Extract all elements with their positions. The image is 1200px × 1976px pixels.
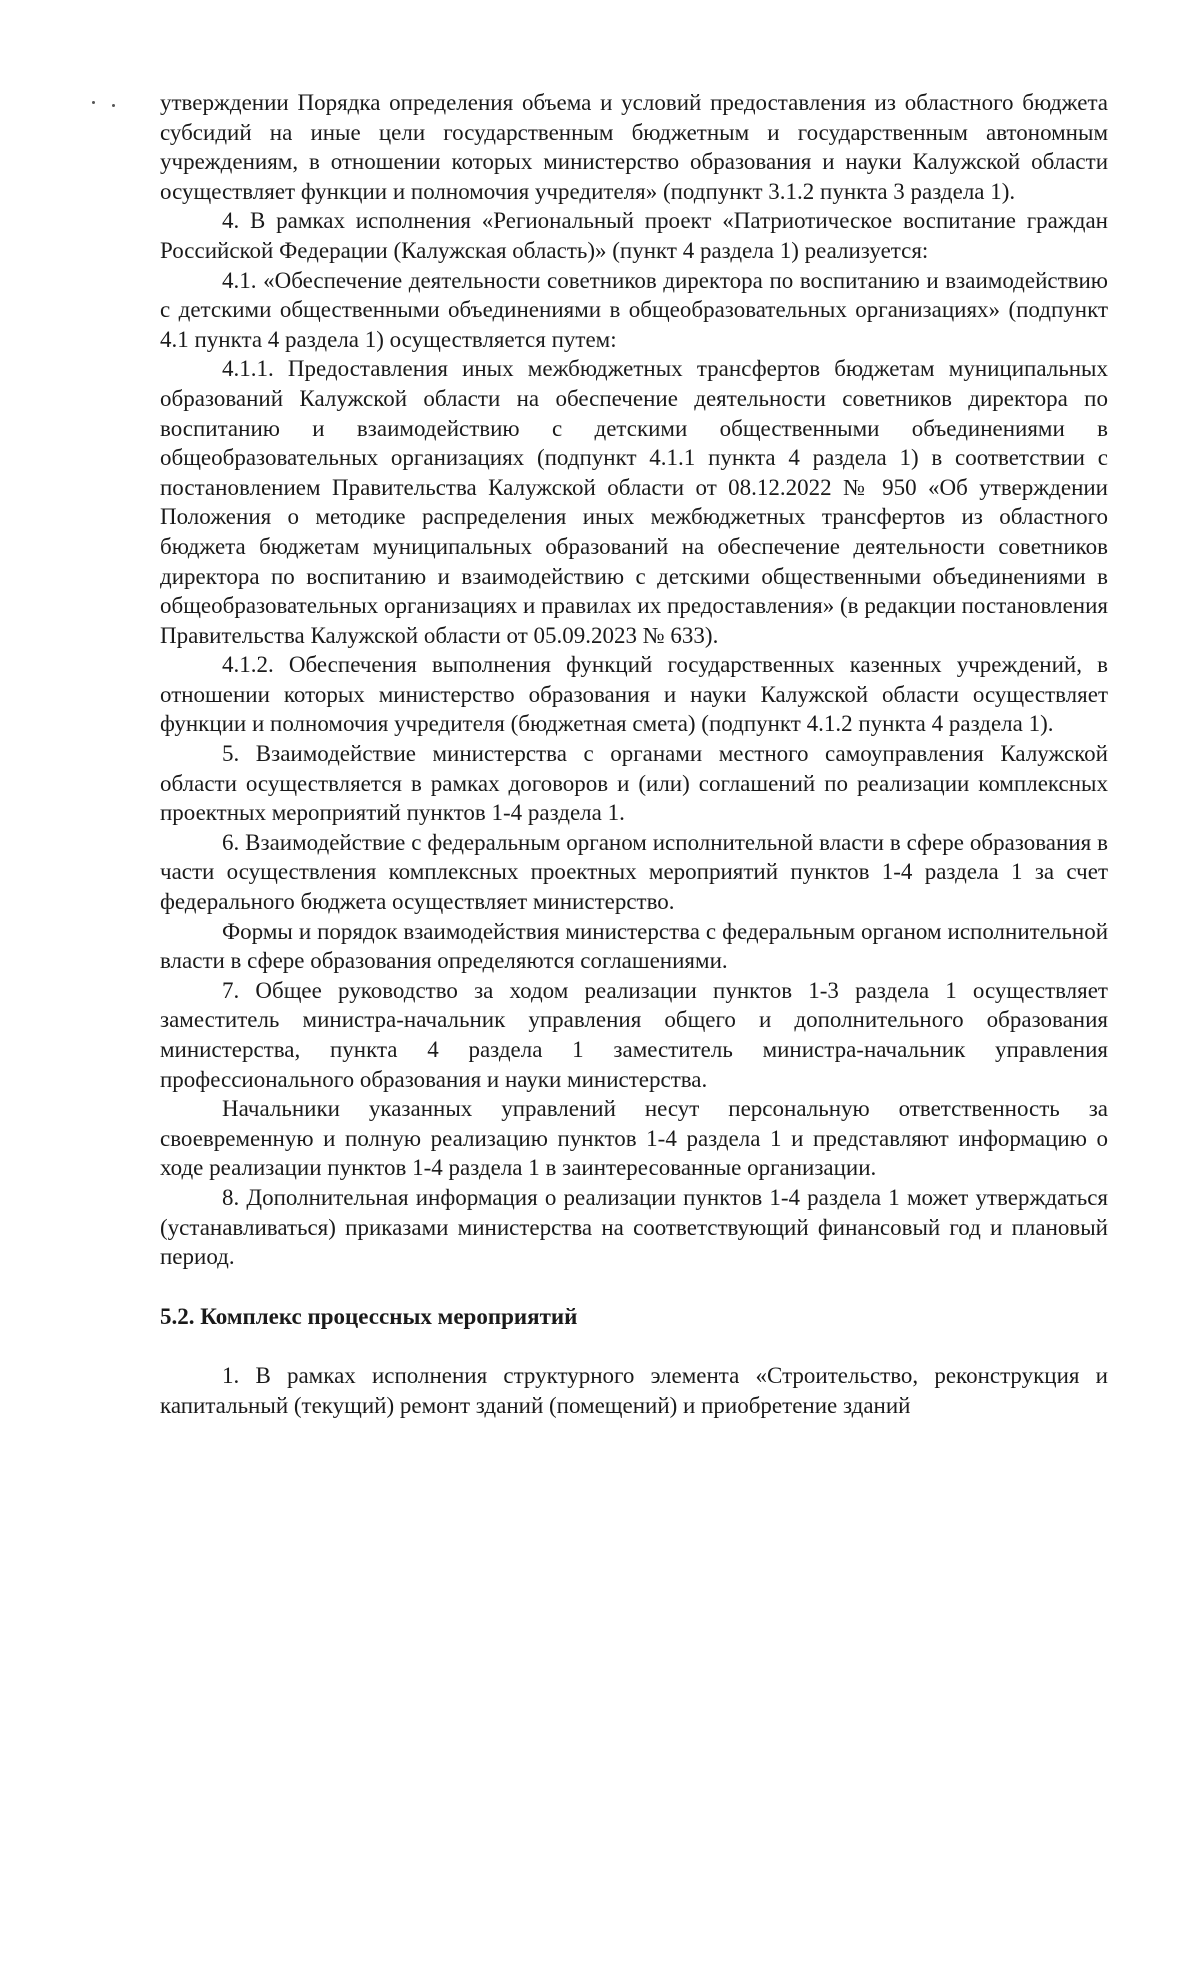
paragraph-item-8: 8. Дополнительная информация о реализации пунктов 1-4 раздела 1 может утверждаться (устанавливаться) приказами министерства на соответствующий финансовый год и плановый период. <box>160 1184 1108 1270</box>
paragraph-item-4-1-1: 4.1.1. Предоставления иных межбюджетных трансфертов бюджетам муниципальных образований Калужской области на обеспечение деятельности советников директора по воспитанию и взаимодействию с детскими общественными объединениями в общеобразовательных организациях (подпункт 4.1.1 пункта 4 раздела 1) в соответствии с постановлением Правительства Калужской области от 08.12.2022 № 950 «Об утверждении Положения о методике распределения иных межбюджетных трансфертов из областного бюджета бюджетам муниципальных образований на обеспечение деятельности советников директора по воспитанию и взаимодействию с детскими общественными объединениями в общеобразовательных организациях и правилах их предоставления» (в редакции постановления Правительства Калужской области от 05.09.2023 № 633). <box>160 356 1108 648</box>
paragraph-item-5: 5. Взаимодействие министерства с органами местного самоуправления Калужской области осуществляется в рамках договоров и (или) соглашений по реализации комплексных проектных мероприятий пунктов 1-4 раздела 1. <box>160 741 1108 826</box>
paragraph-item-4: 4. В рамках исполнения «Региональный проект «Патриотическое воспитание граждан Российской Федерации (Калужская область)» (пункт 4 раздела 1) реализуется: <box>160 208 1108 263</box>
section-heading: 5.2. Комплекс процессных мероприятий <box>160 1303 578 1329</box>
paragraph-item-7-heads: Начальники указанных управлений несут персональную ответственность за своевременную и полную реализацию пунктов 1-4 раздела 1 и представляют информацию о ходе реализации пунктов 1-4 раздела 1 в заинтересованные организации. <box>160 1096 1108 1181</box>
paragraph-item-6-forms: Формы и порядок взаимодействия министерства с федеральным органом исполнительной власти в сфере образования определяются соглашениями. <box>160 918 1108 974</box>
scan-speck <box>112 104 115 107</box>
paragraph-item-7: 7. Общее руководство за ходом реализации пунктов 1-3 раздела 1 осуществляет заместитель министра-начальник управления общего и дополнительного образования министерства, пункта 4 раздела 1 заместитель министра-начальник управления профессионального образования и науки министерства. <box>160 977 1108 1092</box>
paragraph-continuation: утверждении Порядка определения объема и условий предоставления из областного бюджета субсидий на иные цели государственным бюджетным и государственным автономным учреждениям, в отношении которых министерство образования и науки Калужской области осуществляет функции и полномочия учредителя» (подпункт 3.1.2 пункта 3 раздела 1). <box>160 90 1108 204</box>
paragraph-section-5-2-item-1: 1. В рамках исполнения структурного элемента «Строительство, реконструкция и капитальный (текущий) ремонт зданий (помещений) и приобретение зданий <box>160 1363 1108 1418</box>
document-body <box>160 88 1108 1421</box>
scan-speck <box>92 101 95 104</box>
paragraph-item-6: 6. Взаимодействие с федеральным органом исполнительной власти в сфере образования в части осуществления комплексных проектных мероприятий пунктов 1-4 раздела 1 за счет федерального бюджета осуществляет министерство. <box>160 829 1108 915</box>
paragraph-item-4-1-2: 4.1.2. Обеспечения выполнения функций государственных казенных учреждений, в отношении которых министерство образования и науки Калужской области осуществляет функции и полномочия учредителя (бюджетная смета) (подпункт 4.1.2 пункта 4 раздела 1). <box>160 652 1108 737</box>
paragraph-item-4-1: 4.1. «Обеспечение деятельности советников директора по воспитанию и взаимодействию с детскими общественными объединениями в общеобразовательных организациях» (подпункт 4.1 пункта 4 раздела 1) осуществляется путем: <box>160 267 1108 352</box>
